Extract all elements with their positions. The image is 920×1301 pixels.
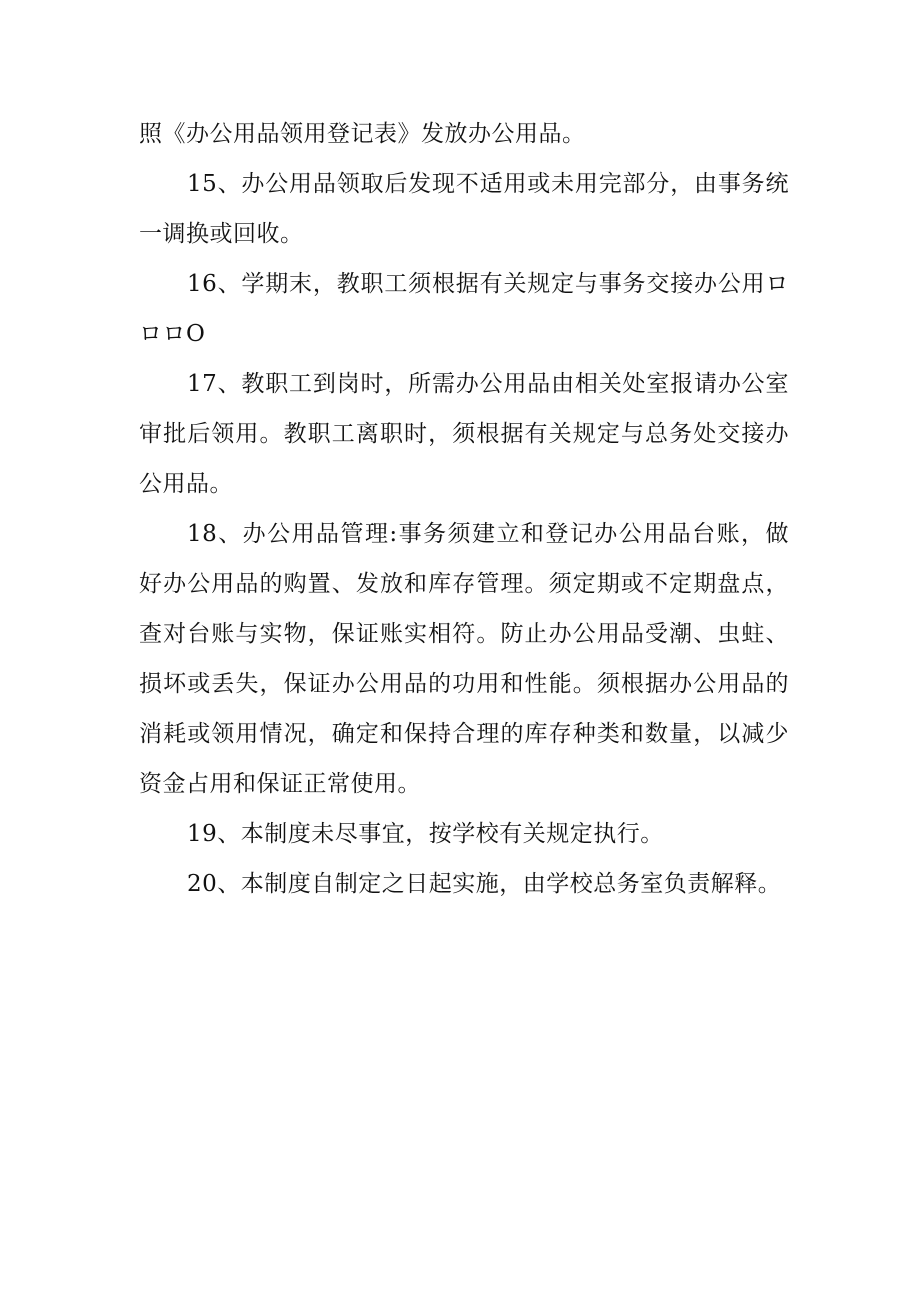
document-body [139, 109, 789, 909]
paragraph-item-17: 17、教职工到岗时，所需办公用品由相关处室报请办公室审批后领用。教职工离职时，须根据有关规定与总务处交接办公用品。 [139, 371, 789, 497]
paragraph-item-16: 16、学期末，教职工须根据有关规定与事务交接办公用ロロロO [139, 271, 789, 347]
paragraph-item-20: 20、本制度自制定之日起实施，由学校总务室负责解释。 [187, 871, 782, 897]
paragraph-item-15: 15、办公用品领取后发现不适用或未用完部分，由事务统一调换或回收。 [139, 171, 789, 247]
paragraph-item-19: 19、本制度未尽事宜，按学校有关规定执行。 [187, 821, 664, 847]
paragraph-item-18: 18、办公用品管理:事务须建立和登记办公用品台账，做好办公用品的购置、发放和库存管理。须定期或不定期盘点，查对台账与实物，保证账实相符。防止办公用品受潮、虫蛀、损坏或丢失，保证办公用品的功用和性能。须根据办公用品的消耗或领用情况，确定和保持合理的库存种类和数量，以减少资金占用和保证正常使用。 [139, 521, 789, 797]
paragraph-continuation: 照《办公用品领用登记表》发放办公用品。 [139, 121, 586, 147]
